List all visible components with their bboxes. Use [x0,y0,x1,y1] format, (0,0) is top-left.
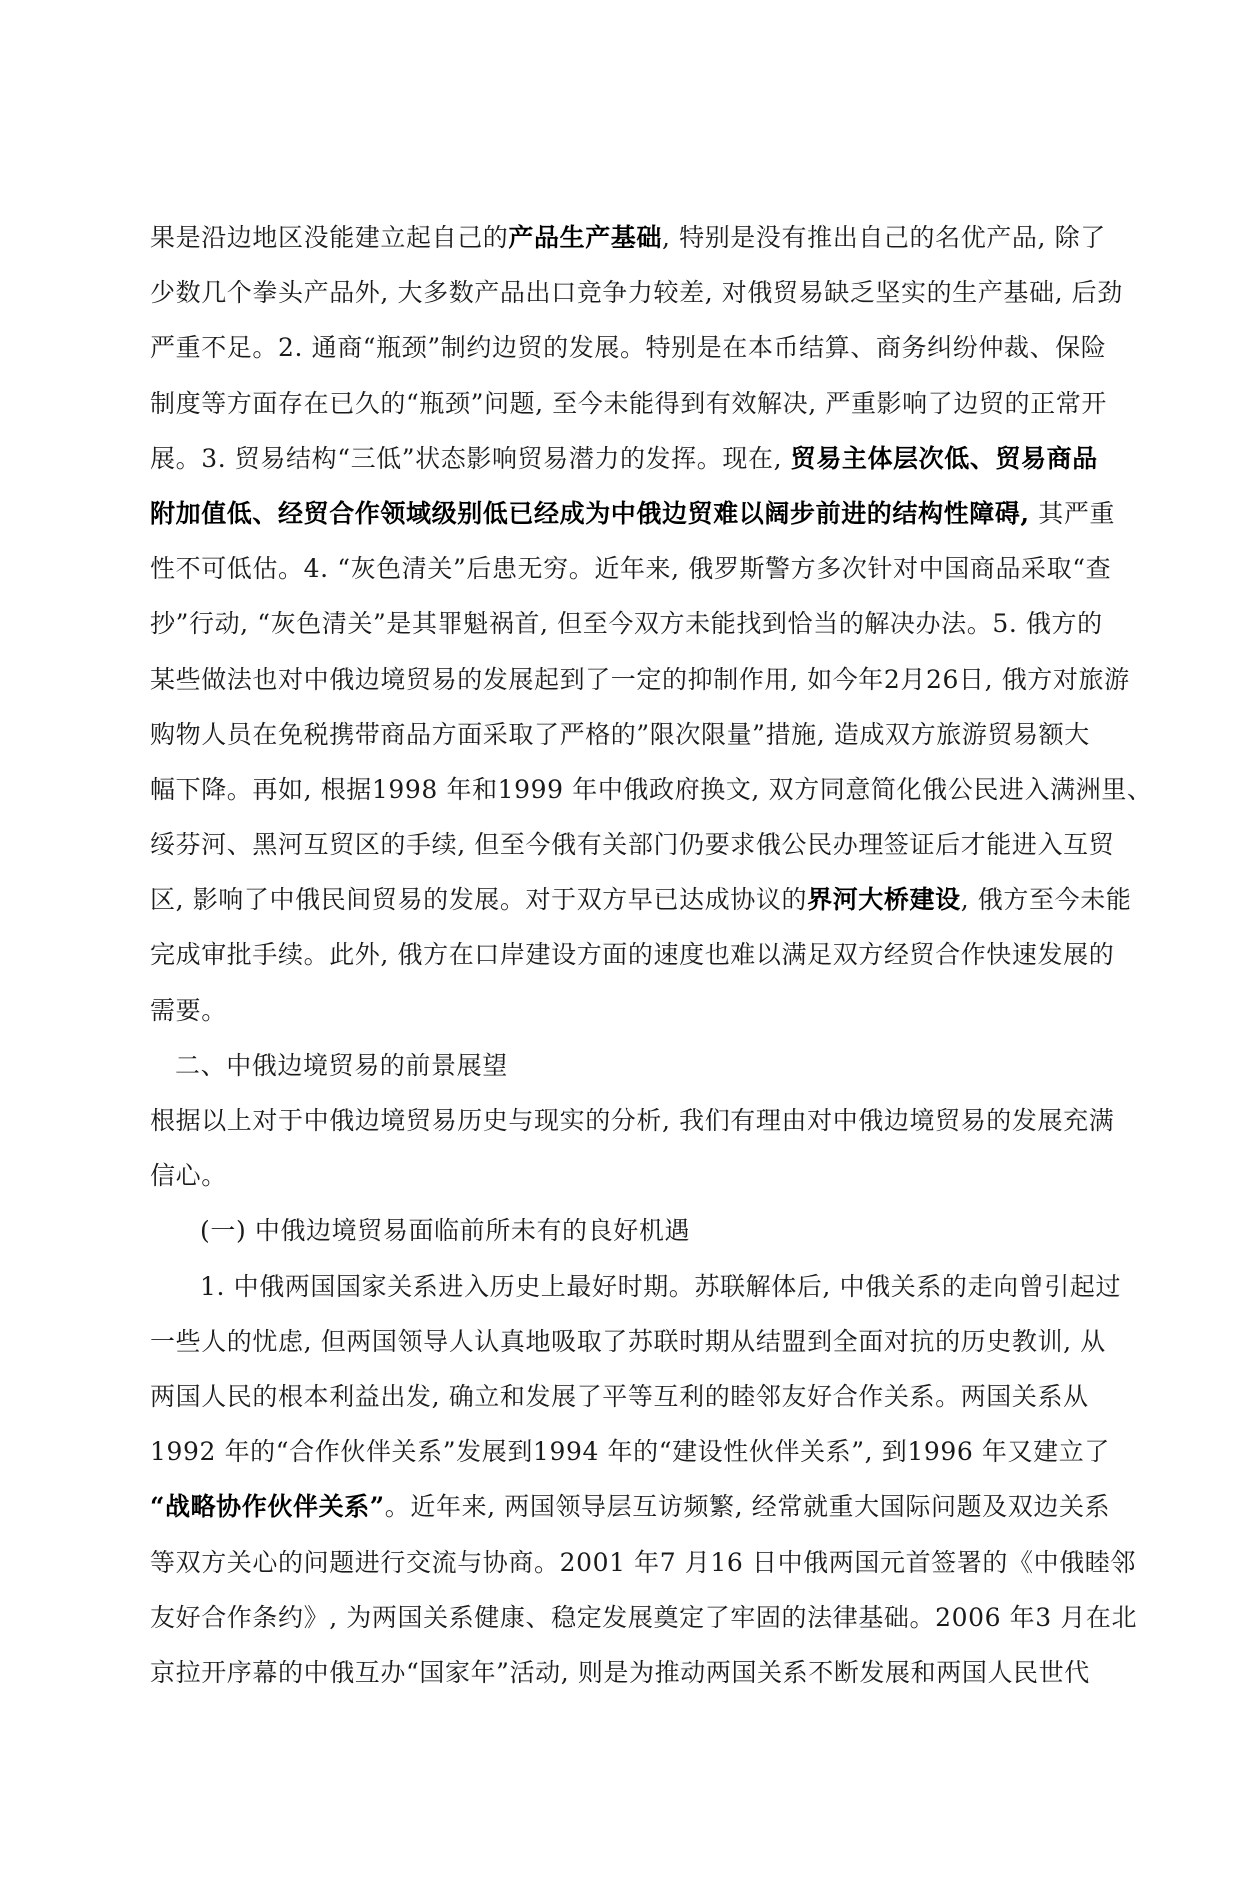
text-line [150,431,1100,486]
bold-text-segment: 界河大桥建设 [807,885,961,915]
text-segment: 少数几个拳头产品外, 大多数产品出口竞争力较差, 对俄贸易缺乏坚实的生产基础, 后劲 [150,278,1123,308]
text-segment: 严重不足。2. 通商“瓶颈”制约边贸的发展。特别是在本币结算、商务纠纷仲裁、保险 [150,333,1107,363]
bold-text-segment: “战略协作伙伴关系” [150,1492,385,1522]
bold-text-segment: 附加值低、经贸合作领域级别低已经成为中俄边贸难以阔步前进的结构性障碍, [150,498,1030,528]
text-segment: 其严重 [1029,498,1116,528]
text-line [150,762,1153,817]
text-line [150,927,1115,982]
text-line [150,1314,1106,1369]
text-line [150,817,1115,872]
text-line [150,596,1103,651]
text-segment: 某些做法也对中俄边境贸易的发展起到了一定的抑制作用, 如今年2月26日, 俄方对旅游 [150,664,1130,694]
text-segment: 一些人的忧虑, 但两国领导人认真地吸取了苏联时期从结盟到全面对抗的历史教训, 从 [150,1326,1106,1356]
text-segment: 抄”行动, “灰色清关”是其罪魁祸首, 但至今双方未能找到恰当的解决办法。5. 俄方的 [150,609,1103,639]
text-segment: 需要。 [150,995,227,1025]
text-segment: 京拉开序幕的中俄互办“国家年”活动, 则是为推动两国关系不断发展和两国人民世代 [150,1657,1090,1687]
text-line [150,265,1123,320]
text-line [150,1479,1111,1534]
text-segment: 绥芬河、黑河互贸区的手续, 但至今俄有关部门仍要求俄公民办理签证后才能进入互贸 [150,830,1115,860]
text-segment: 。近年来, 两国领导层互访频繁, 经常就重大国际问题及双边关系 [384,1492,1111,1522]
text-line [150,872,1132,927]
text-segment: 信心。 [150,1161,227,1191]
text-segment: 购物人员在免税携带商品方面采取了严格的”限次限量”措施, 造成双方旅游贸易额大 [150,719,1090,749]
text-line [150,1424,1110,1479]
text-segment: 幅下降。再如, 根据1998 年和1999 年中俄政府换文, 双方同意简化俄公民进入满洲里、 [150,774,1153,804]
text-segment: 果是沿边地区没能建立起自己的 [150,223,509,252]
text-segment: 制度等方面存在已久的“瓶颈”问题, 至今未能得到有效解决, 严重影响了边贸的正常开 [150,388,1107,418]
text-line [150,1645,1100,1700]
text-line [150,1259,1122,1314]
text-segment: , 特别是没有推出自己的名优产品, 除了 [662,223,1106,252]
text-segment: 1. 中俄两国国家关系进入历史上最好时期。苏联解体后, 中俄关系的走向曾引起过 [200,1271,1122,1301]
text-line [150,541,1112,596]
text-segment: 性不可低估。4. “灰色清关”后患无穷。近年来, 俄罗斯警方多次针对中国商品采取“查 [150,554,1112,584]
text-line [150,1369,1100,1424]
text-line [150,1093,1115,1148]
text-segment: 1992 年的“合作伙伴关系”发展到1994 年的“建设性伙伴关系”, 到1996 年又建立了 [150,1437,1110,1467]
text-line [150,320,1107,375]
bold-text-segment: 产品生产基础 [508,223,663,252]
text-segment: 两国人民的根本利益出发, 确立和发展了平等互利的睦邻友好合作关系。两国关系从 [150,1381,1089,1411]
text-segment: 二、中俄边境贸易的前景展望 [175,1050,508,1080]
text-segment: 区, 影响了中俄民间贸易的发展。对于双方早已达成协议的 [150,885,808,915]
text-line [150,1590,1138,1645]
text-line [150,1148,1100,1203]
text-segment: 友好合作条约》, 为两国关系健康、稳定发展奠定了牢固的法律基础。2006 年3 月在北 [150,1602,1138,1632]
text-line [150,652,1130,707]
text-line [150,1535,1136,1590]
text-segment: , 俄方至今未能 [960,885,1132,915]
text-line [150,376,1107,431]
text-line [150,1038,1100,1093]
text-line [150,1203,1100,1258]
text-line [150,486,1116,541]
text-line [150,707,1100,762]
text-line [150,210,1106,265]
text-segment: (一) 中俄边境贸易面临前所未有的良好机遇 [200,1216,691,1246]
text-segment: 展。3. 贸易结构“三低”状态影响贸易潜力的发挥。现在, [150,443,791,473]
text-line [150,983,1100,1038]
text-segment: 等双方关心的问题进行交流与协商。2001 年7 月16 日中俄两国元首签署的《中俄睦邻 [150,1547,1136,1577]
text-segment: 完成审批手续。此外, 俄方在口岸建设方面的速度也难以满足双方经贸合作快速发展的 [150,940,1115,970]
body-text [150,210,1153,1700]
bold-text-segment: 贸易主体层次低、贸易商品 [790,443,1098,473]
text-segment: 根据以上对于中俄边境贸易历史与现实的分析, 我们有理由对中俄边境贸易的发展充满 [150,1106,1115,1135]
